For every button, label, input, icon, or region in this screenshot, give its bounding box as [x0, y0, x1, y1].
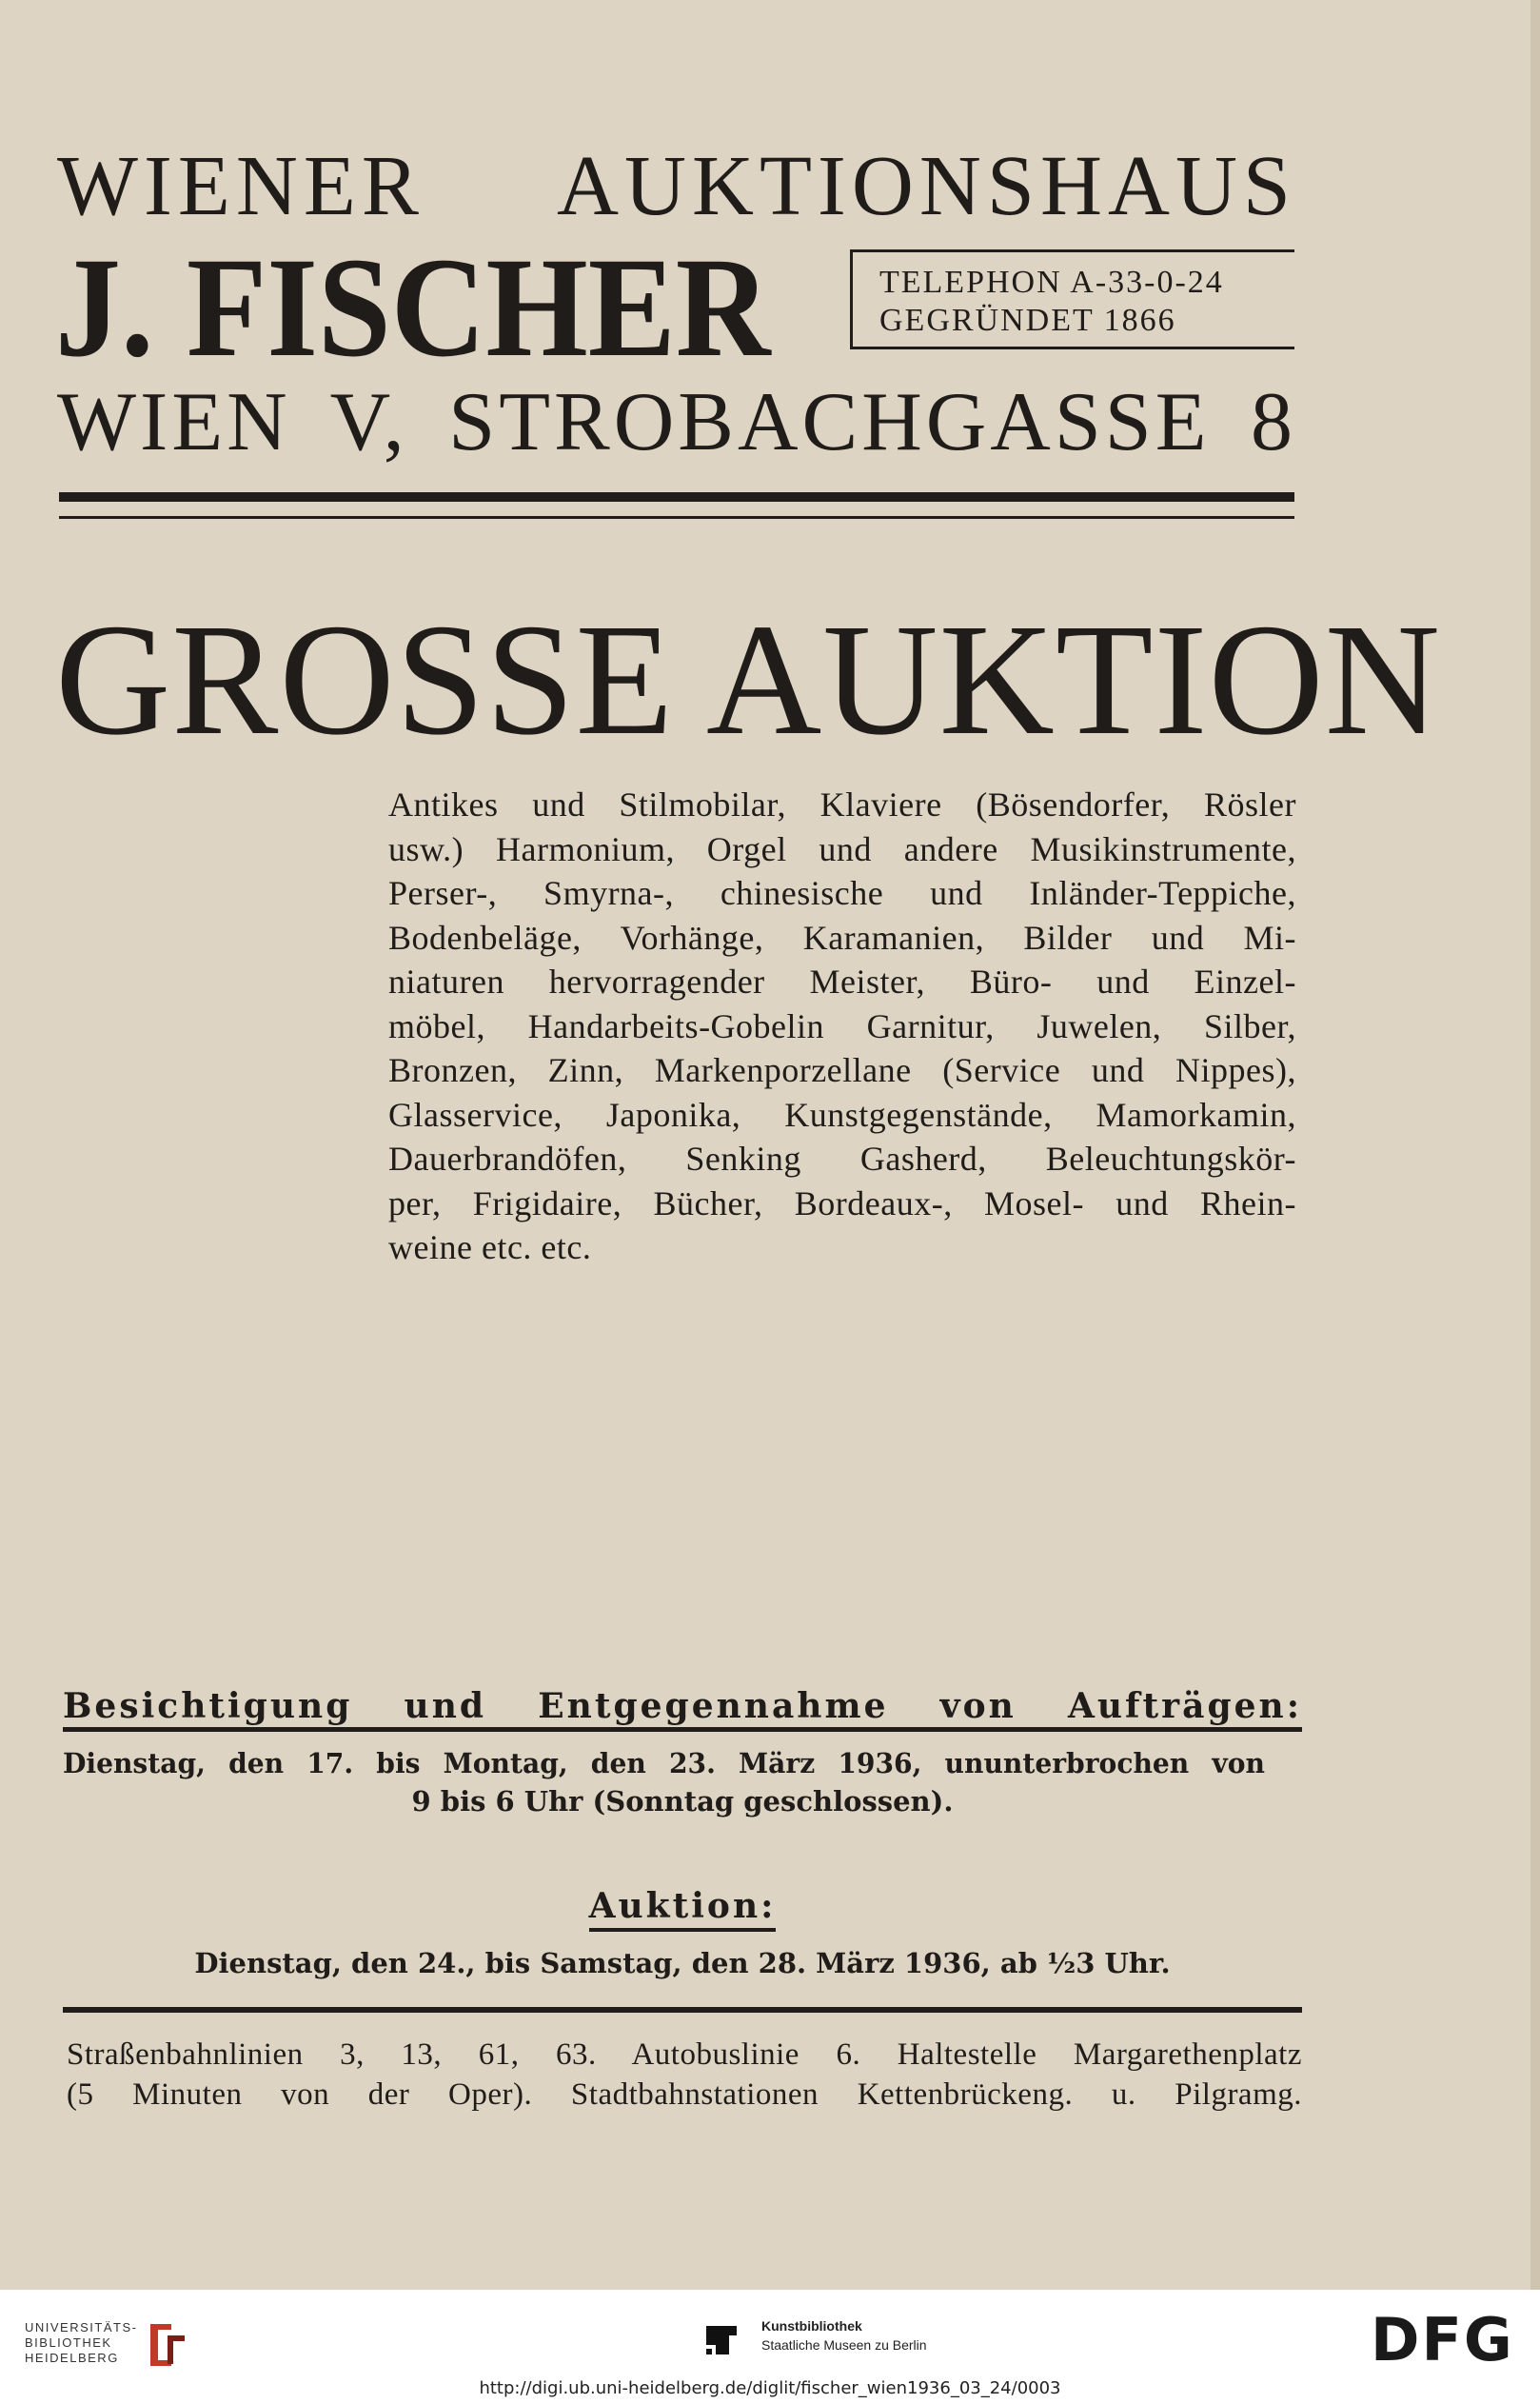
dfg-logo: DFG: [1371, 2305, 1514, 2374]
viewing-dates-line-2: 9 bis 6 Uhr (Sonntag geschlossen).: [411, 1785, 954, 1818]
items-line: Perser-, Smyrna-, chinesische und Inländer-Teppiche,: [388, 874, 1296, 912]
viewing-rule: [63, 1727, 1302, 1732]
items-line: möbel, Handarbeits-Gobelin Garnitur, Juwelen, Silber,: [388, 1006, 1296, 1045]
items-line: niaturen hervorragender Meister, Büro- und Einzel-: [388, 963, 1296, 1001]
firm-name: J. FISCHER: [55, 228, 771, 387]
kb-name: Kunstbibliothek: [761, 2318, 862, 2334]
auction-heading: [63, 1885, 1302, 1927]
kunstbibliothek-logo-icon: [702, 2316, 740, 2362]
address-heading: WIEN V, STROBACHGASSE 8: [57, 376, 1296, 468]
telephone-box: [850, 249, 1294, 349]
kunstbibliothek-label: [761, 2316, 927, 2354]
uni-logo-line: HEIDELBERG: [25, 2351, 119, 2365]
transit-info: [67, 2035, 1302, 2115]
uni-logo-line: BIBLIOTHEK: [25, 2335, 112, 2350]
transit-rule: [63, 2007, 1302, 2013]
uni-logo-line: UNIVERSITÄTS-: [25, 2320, 138, 2334]
transit-line: (5 Minuten von der Oper). Stadtbahnstationen Kettenbrückeng. u. Pilgramg.: [67, 2077, 1302, 2112]
header-rule-thick: [59, 492, 1294, 502]
auction-house-heading: WIENER AUKTIONSHAUS: [57, 139, 1296, 233]
items-line: Antikes und Stilmobilar, Klaviere (Bösendorfer, Rösler: [388, 785, 1296, 824]
source-url[interactable]: http://digi.ub.uni-heidelberg.de/diglit/fischer_wien1936_03_24/0003: [479, 2378, 1061, 2398]
auction-heading-text: Auktion:: [589, 1886, 777, 1932]
transit-line: Straßenbahnlinien 3, 13, 61, 63. Autobuslinie 6. Haltestelle Margarethenplatz: [67, 2037, 1302, 2072]
founded-line: GEGRÜNDET 1866: [879, 303, 1176, 338]
items-line: Bronzen, Zinn, Markenporzellane (Service und Nippes),: [388, 1051, 1296, 1089]
telephone-line: TELEPHON A-33-0-24: [879, 265, 1224, 300]
items-line: Bodenbeläge, Vorhänge, Karamanien, Bilder und Mi-: [388, 918, 1296, 957]
items-line: per, Frigidaire, Bücher, Bordeaux-, Mosel- und Rhein-: [388, 1183, 1296, 1222]
viewing-dates-line-1: Dienstag, den 17. bis Montag, den 23. März 1936, ununterbrochen von: [63, 1747, 1265, 1779]
kb-subtitle: Staatliche Museen zu Berlin: [761, 2337, 927, 2353]
digitization-footer: [0, 2290, 1540, 2404]
items-list: [388, 783, 1296, 1270]
university-library-logo: [25, 2320, 137, 2366]
items-line: weine etc. etc.: [388, 1228, 592, 1266]
items-line: Glasservice, Japonika, Kunstgegenstände, Mamorkamin,: [388, 1095, 1296, 1134]
page-edge: [1530, 0, 1540, 2290]
items-line: usw.) Harmonium, Orgel und andere Musikinstrumente,: [388, 829, 1296, 868]
items-line: Dauerbrandöfen, Senking Gasherd, Beleuchtungskör-: [388, 1140, 1296, 1178]
main-title: GROSSE AUKTION: [55, 591, 1442, 768]
viewing-heading: Besichtigung und Entgegennahme von Aufträgen:: [63, 1686, 1302, 1726]
university-seal-icon: [143, 2316, 190, 2374]
auction-dates: Dienstag, den 24., bis Samstag, den 28. März 1936, ab ½3 Uhr.: [194, 1947, 1171, 1979]
header-rule-thin: [59, 516, 1294, 519]
